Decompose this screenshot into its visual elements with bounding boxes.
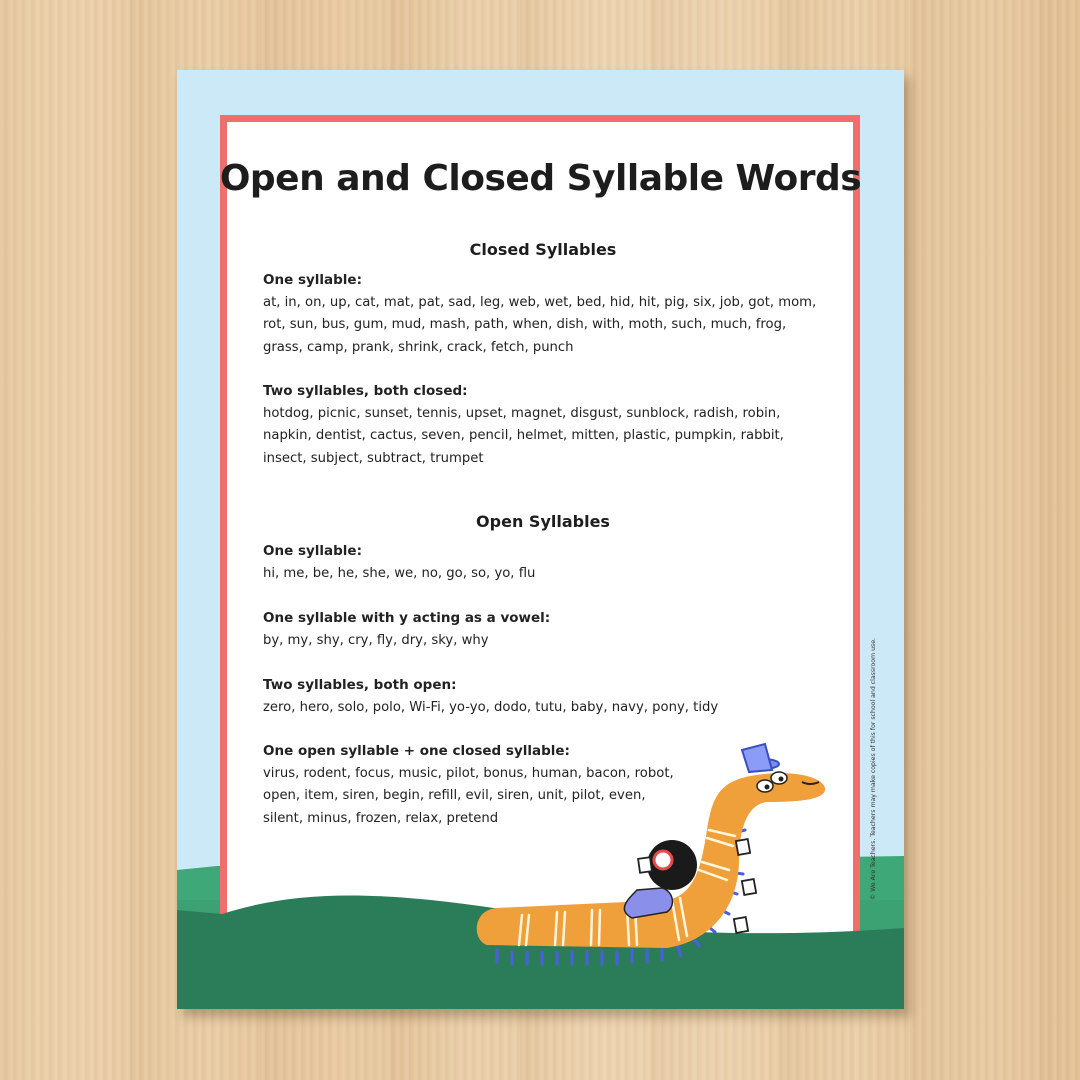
word-list: hotdog, picnic, sunset, tennis, upset, magnet, disgust, sunblock, radish, robin, napkin, dentist, cactus, seven, pencil, helmet, mitten, plastic, pumpkin, rabbit, insect, subject, subtract, trumpet	[263, 405, 784, 466]
word-list: at, in, on, up, cat, mat, pat, sad, leg, web, wet, bed, hid, hit, pig, six, job, got, mom, rot, sun, bus, gum, mud, mash, path, when, dish, with, moth, such, much, frog, grass, camp, prank, shrink, crack, fetch, punch	[263, 294, 817, 355]
section-label: One syllable:	[263, 543, 362, 559]
closed-two-syllables	[263, 380, 823, 470]
closed-one-syllable	[263, 269, 823, 359]
open-one-syllable	[263, 540, 823, 585]
caterpillar-illustration	[467, 740, 847, 980]
open-two-open	[263, 674, 823, 719]
open-syllables-heading: Open Syllables	[476, 512, 610, 531]
section-label: One syllable with y acting as a vowel:	[263, 610, 551, 626]
books-icon	[734, 839, 756, 933]
section-label: One syllable:	[263, 272, 362, 288]
word-list: zero, hero, solo, polo, Wi-Fi, yo-yo, dodo, tutu, baby, navy, pony, tidy	[263, 699, 719, 715]
open-y-vowel	[263, 607, 823, 652]
section-label: Two syllables, both closed:	[263, 383, 468, 399]
section-label: Two syllables, both open:	[263, 677, 457, 693]
page-title: Open and Closed Syllable Words	[219, 158, 862, 199]
worksheet-page	[177, 70, 904, 1009]
top-hat-icon	[742, 744, 779, 772]
section-label: One open syllable + one closed syllable:	[263, 743, 570, 759]
closed-syllables-heading: Closed Syllables	[469, 240, 617, 259]
word-list: hi, me, be, he, she, we, no, go, so, yo, flu	[263, 565, 536, 581]
word-list: by, my, shy, cry, fly, dry, sky, why	[263, 632, 489, 648]
word-list: virus, rodent, focus, music, pilot, bonus, human, bacon, robot, open, item, siren, begin, refill, evil, siren, unit, pilot, even, silent, minus, frozen, relax, pretend	[263, 765, 674, 826]
copyright-notice: © We Are Teachers. Teachers may make copies of this for school and classroom use.	[870, 637, 877, 900]
